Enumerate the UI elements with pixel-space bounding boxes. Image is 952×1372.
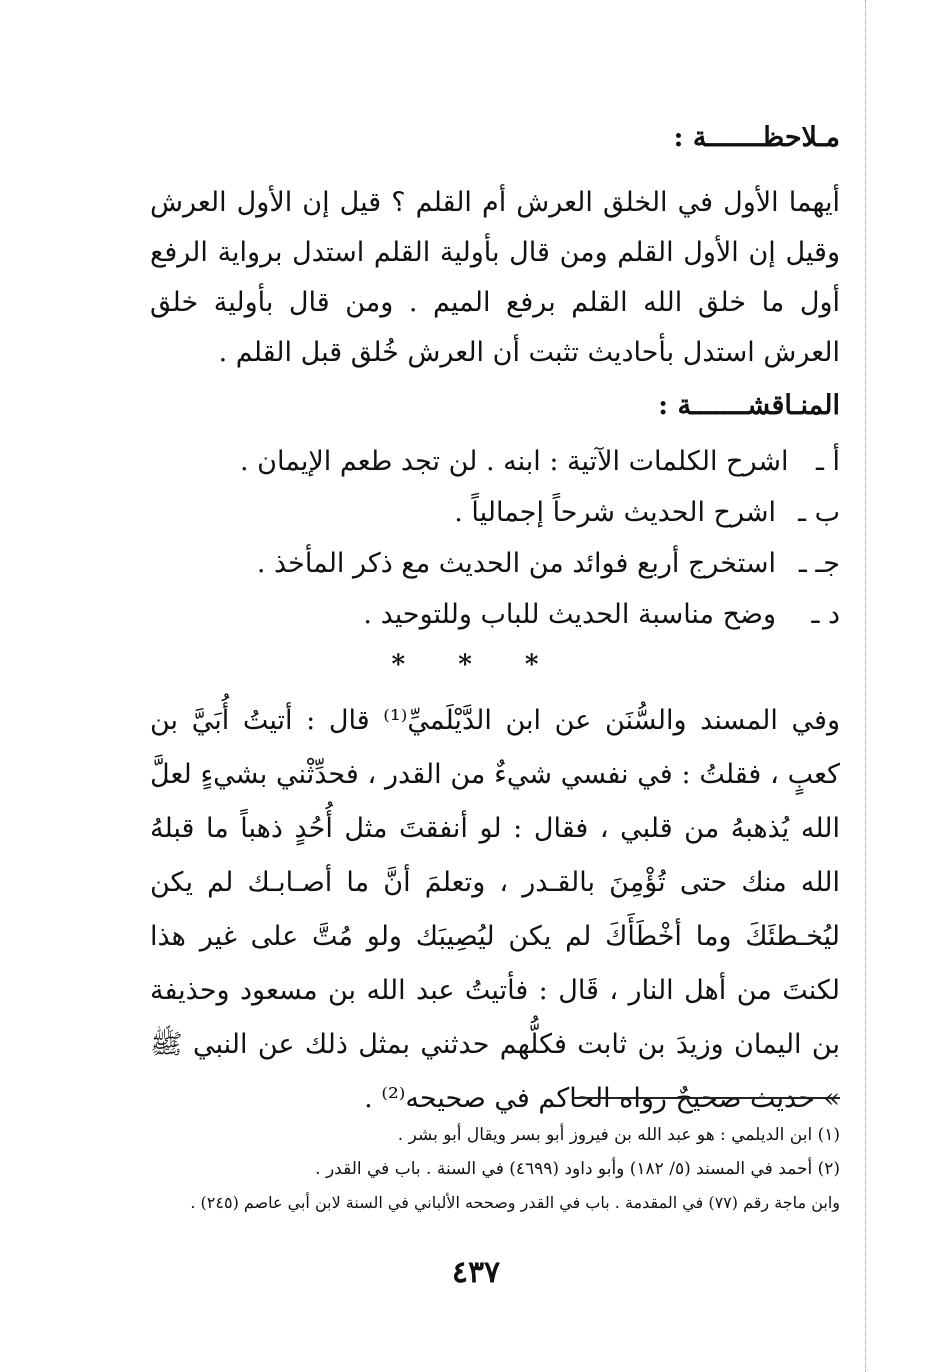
footnote-1: (١) ابن الديلمي : هو عبد الله بن فيروز أبو بسر ويقال أبو بشر .: [397, 1125, 840, 1145]
question-letter: أ ـ: [816, 446, 840, 477]
question-text: اشرح الكلمات الآتية : ابنه . لن تجد طعم الإيمان .: [240, 446, 789, 477]
footnotes: [150, 1118, 840, 1220]
hadith-section: [150, 694, 840, 1126]
note-heading: مـلاحظـــــــة :: [673, 122, 840, 153]
page-number: ٤٣٧: [451, 1255, 501, 1290]
note-section: [150, 178, 840, 378]
question-item: [240, 487, 840, 538]
page-edge-dotted-line: [865, 0, 866, 1372]
section-separator-stars: * * *: [391, 650, 561, 680]
question-item: [240, 436, 840, 487]
question-item: [240, 538, 840, 589]
question-letter: د ـ: [811, 599, 840, 630]
question-letter: ب ـ: [798, 497, 840, 528]
discussion-heading: المنـاقشـــــــة :: [658, 390, 840, 421]
note-paragraph: أيهما الأول في الخلق العرش أم القلم ؟ قيل إن الأول العرش وقيل إن الأول القلم ومن قال بأولية القلم استدل برواية الرفع أول ما خلق الله القلم برفع الميم . ومن قال بأولية خلق العرش استدل بأحاديث تثبت أن العرش خُلق قبل القلم .: [150, 187, 841, 368]
footnote-2: (٢) أحمد في المسند (٥/ ١٨٢) وأبو داود (٤٦٩٩) في السنة . باب في القدر .: [315, 1159, 840, 1179]
question-item: [240, 589, 840, 640]
footnote-separator-line: [572, 1097, 840, 1099]
question-text: اشرح الحديث شرحاً إجمالياً .: [454, 497, 776, 528]
question-text: استخرج أربع فوائد من الحديث مع ذكر المأخذ .: [256, 548, 776, 579]
discussion-questions: [240, 436, 840, 640]
footnote-2-continued: وابن ماجة رقم (٧٧) في المقدمة . باب في القدر وصححه الألباني في السنة لابن أبي عاصم (٢٤٥) .: [190, 1193, 840, 1212]
question-letter: جـ ـ: [798, 548, 840, 579]
question-text: وضح مناسبة الحديث للباب وللتوحيد .: [363, 599, 776, 630]
hadith-paragraph: وفي المسند والسُّنَن عن ابن الدَّيْلَميِّ⁽¹⁾ قال : أتيتُ أُبَيَّ بن كعبٍ ، فقلتُ : في نفسي شيءٌ من القدر ، فحدِّثْني بشيءٍ لعلَّ الله يُذهبهُ من قلبي ، فقال : لو أنفقتَ مثل أُحُدٍ ذهباً ما قبلهُ الله منك حتى تُؤْمِنَ بالقـدر ، وتعلمَ أنَّ ما أصـابـك لم يكن ليُخـطئَكَ وما أخْطَأَكَ لم يكن ليُصِيبَك ولو مُتَّ على غير هذا لكنتَ من أهل النار ، قَال : فأتيتُ عبد الله بن مسعود وحذيفة بن اليمان وزيدَ بن ثابت فكلُّهم حدثني بمثل ذلك عن النبي ﷺ » حديث صحيحٌ رواه الحاكم في صحيحه⁽²⁾ .: [150, 705, 840, 1114]
